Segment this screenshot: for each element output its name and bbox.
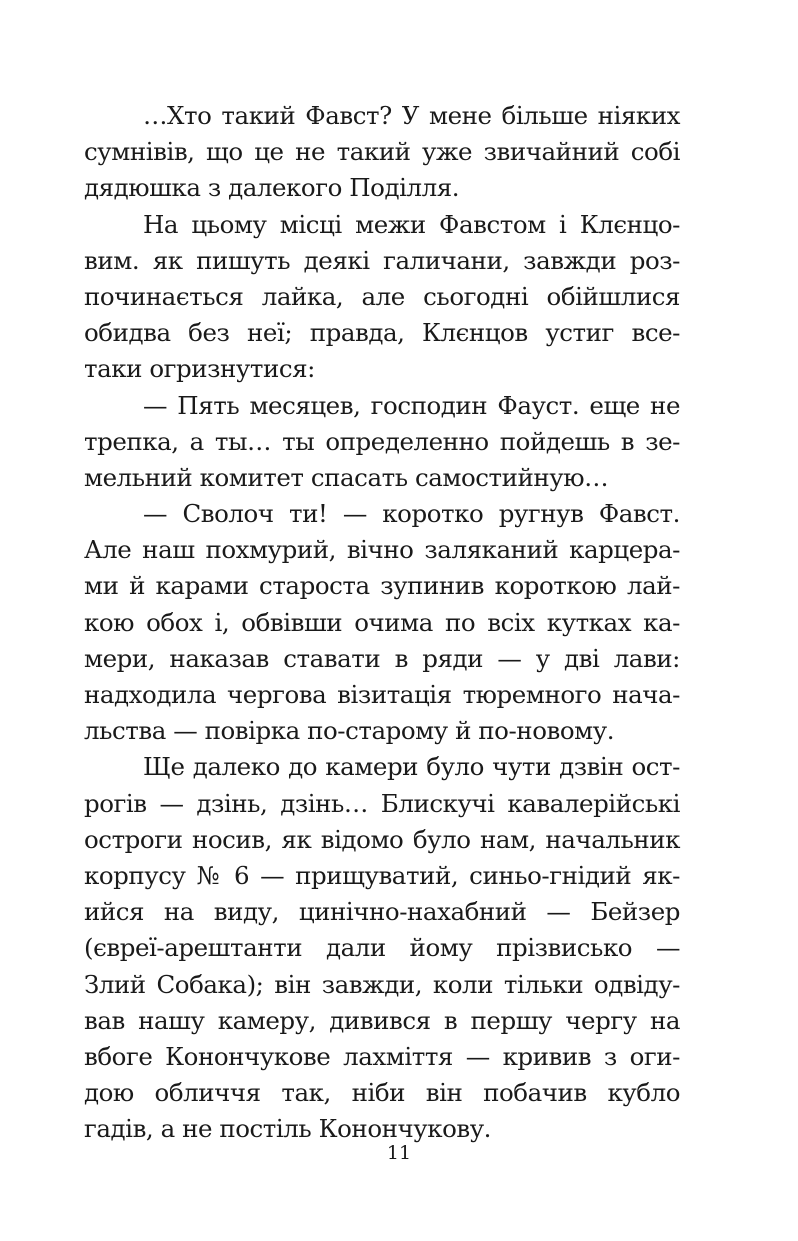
text-line: Але наш похмурий, вічно заляканий карцера- <box>84 535 680 565</box>
text-line: льства — повірка по-старому й по-новому. <box>84 716 615 746</box>
text-line: трепка, а ты… ты определенно пойдешь в зе- <box>84 426 680 456</box>
text-line: ми й карами староста зупинив короткою лай- <box>84 571 680 601</box>
text-line: мельний комитет спасать самостийную… <box>84 462 609 492</box>
text-line: — Пять месяцев, господин Фауст. еще не <box>143 390 680 420</box>
text-line: гадів, а не постіль Конончукову. <box>84 1114 492 1144</box>
text-line: …Хто такий Фавст? У мене більше ніяких <box>143 101 680 130</box>
text-line: дядюшка з далекого Поділля. <box>84 173 460 203</box>
text-line: вбоге Конончукове лахміття — кривив з оги- <box>84 1041 680 1071</box>
text-line: дою обличчя так, ніби він побачив кубло <box>84 1078 680 1108</box>
text-line: обидва без неї; правда, Клєнцов устиг все- <box>84 318 680 348</box>
page-number: 11 <box>386 1142 412 1164</box>
text-line: вим. як пишуть деякі галичани, завжди роз- <box>84 245 680 275</box>
text-line: корпусу № 6 — прищуватий, синьо-гнідий як- <box>84 860 680 890</box>
text-line: Злий Собака); він завжди, коли тільки одвіду- <box>84 969 680 999</box>
text-line: починається лайка, але сьогодні обійшлися <box>84 281 680 311</box>
text-line: (євреї-арештанти дали йому прізвисько — <box>84 933 680 963</box>
text-line: надходила чергова візитація тюремного нача- <box>84 680 680 709</box>
text-line: Ще далеко до камери було чути дзвін ост- <box>143 752 680 782</box>
paragraph-5 <box>84 749 680 1147</box>
text-line: — Сволоч ти! — коротко ругнув Фавст. <box>143 499 680 529</box>
paragraph-2 <box>84 207 680 388</box>
text-line: кою обох і, обвівши очима по всіх кутках ка- <box>84 607 680 637</box>
body-text <box>84 98 680 1147</box>
text-line: ийся на виду, цинічно-нахабний — Бейзер <box>84 897 680 927</box>
text-line: На цьому місці межи Фавстом і Клєнцо- <box>143 209 680 239</box>
paragraph-4 <box>84 496 680 749</box>
text-line: мери, наказав ставати в ряди — у дві лави: <box>84 643 680 673</box>
text-line: вав нашу камеру, дивився в першу чергу на <box>84 1005 680 1035</box>
paragraph-1 <box>84 98 680 207</box>
paragraph-3 <box>84 388 680 497</box>
text-line: остроги носив, як відомо було нам, начальник <box>84 824 680 854</box>
text-line: сумнівів, що це не такий уже звичайний собі <box>84 137 680 167</box>
text-line: таки огризнутися: <box>84 354 315 384</box>
text-line: рогів — дзінь, дзінь… Блискучі кавалерійські <box>84 788 680 818</box>
